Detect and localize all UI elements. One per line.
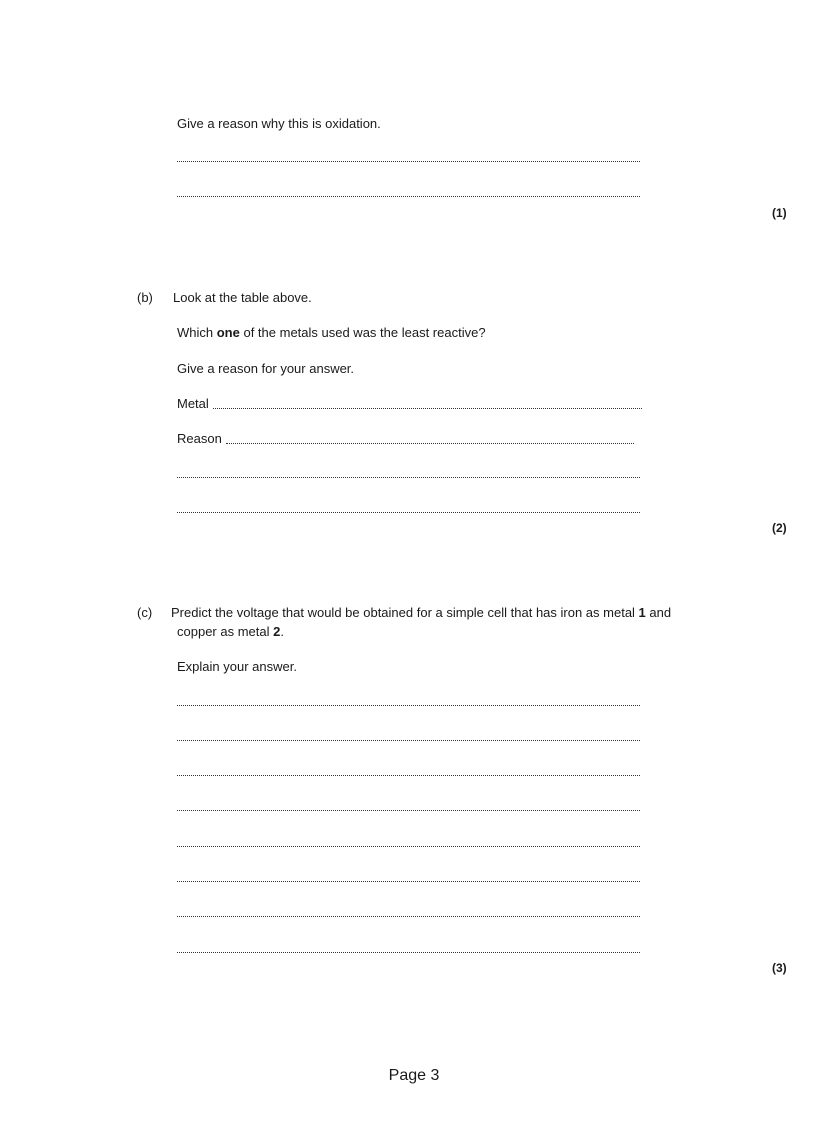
part-c-answer-line-4[interactable] (177, 810, 640, 811)
part-a-prompt: Give a reason why this is oxidation. (177, 116, 381, 131)
part-c-line2-bold: 2 (273, 624, 281, 639)
part-b-question-pre: Which (177, 325, 217, 340)
part-c-line1-bold: 1 (638, 605, 646, 620)
part-c-answer-line-8[interactable] (177, 952, 640, 953)
part-b-answer-line-3[interactable] (177, 477, 640, 478)
part-c-answer-line-7[interactable] (177, 916, 640, 917)
part-c-answer-line-2[interactable] (177, 740, 640, 741)
part-b-label: (b) (137, 290, 153, 305)
part-b-instruction: Give a reason for your answer. (177, 361, 355, 376)
part-a-answer-line-2[interactable] (177, 196, 640, 197)
reason-label: Reason (177, 431, 222, 446)
part-c-answer-line-3[interactable] (177, 775, 640, 776)
part-b-answer-line-4[interactable] (177, 512, 640, 513)
reason-answer-line[interactable] (226, 443, 634, 444)
part-c-label: (c) (137, 605, 153, 620)
part-c-answer-line-6[interactable] (177, 881, 640, 882)
part-b-question (177, 325, 486, 341)
part-c-line2-post: . (280, 624, 284, 639)
part-b-question-bold: one (216, 325, 240, 340)
part-c-marks: (3) (772, 961, 787, 975)
part-a-marks: (1) (772, 206, 787, 220)
reason-answer-field[interactable] (177, 431, 634, 447)
metal-label: Metal (177, 396, 209, 411)
part-c-instruction: Explain your answer. (177, 659, 297, 674)
metal-answer-field[interactable] (177, 396, 642, 412)
part-b-intro: Look at the table above. (173, 290, 312, 305)
page-number: Page 3 (388, 1067, 440, 1084)
part-a-answer-line-1[interactable] (177, 161, 640, 162)
part-b-marks: (2) (772, 521, 787, 535)
part-b-question-post: of the metals used was the least reactive? (239, 325, 486, 340)
part-c-line1-post: and (645, 605, 672, 620)
part-c-line2-pre: copper as metal (177, 624, 274, 639)
part-c-question-line-2 (177, 624, 284, 640)
metal-answer-line[interactable] (213, 408, 642, 409)
part-c-answer-line-5[interactable] (177, 846, 640, 847)
part-c-answer-line-1[interactable] (177, 705, 640, 706)
part-c-line1-pre: Predict the voltage that would be obtained for a simple cell that has iron as metal (171, 605, 639, 620)
part-c-question-line-1 (171, 605, 671, 621)
